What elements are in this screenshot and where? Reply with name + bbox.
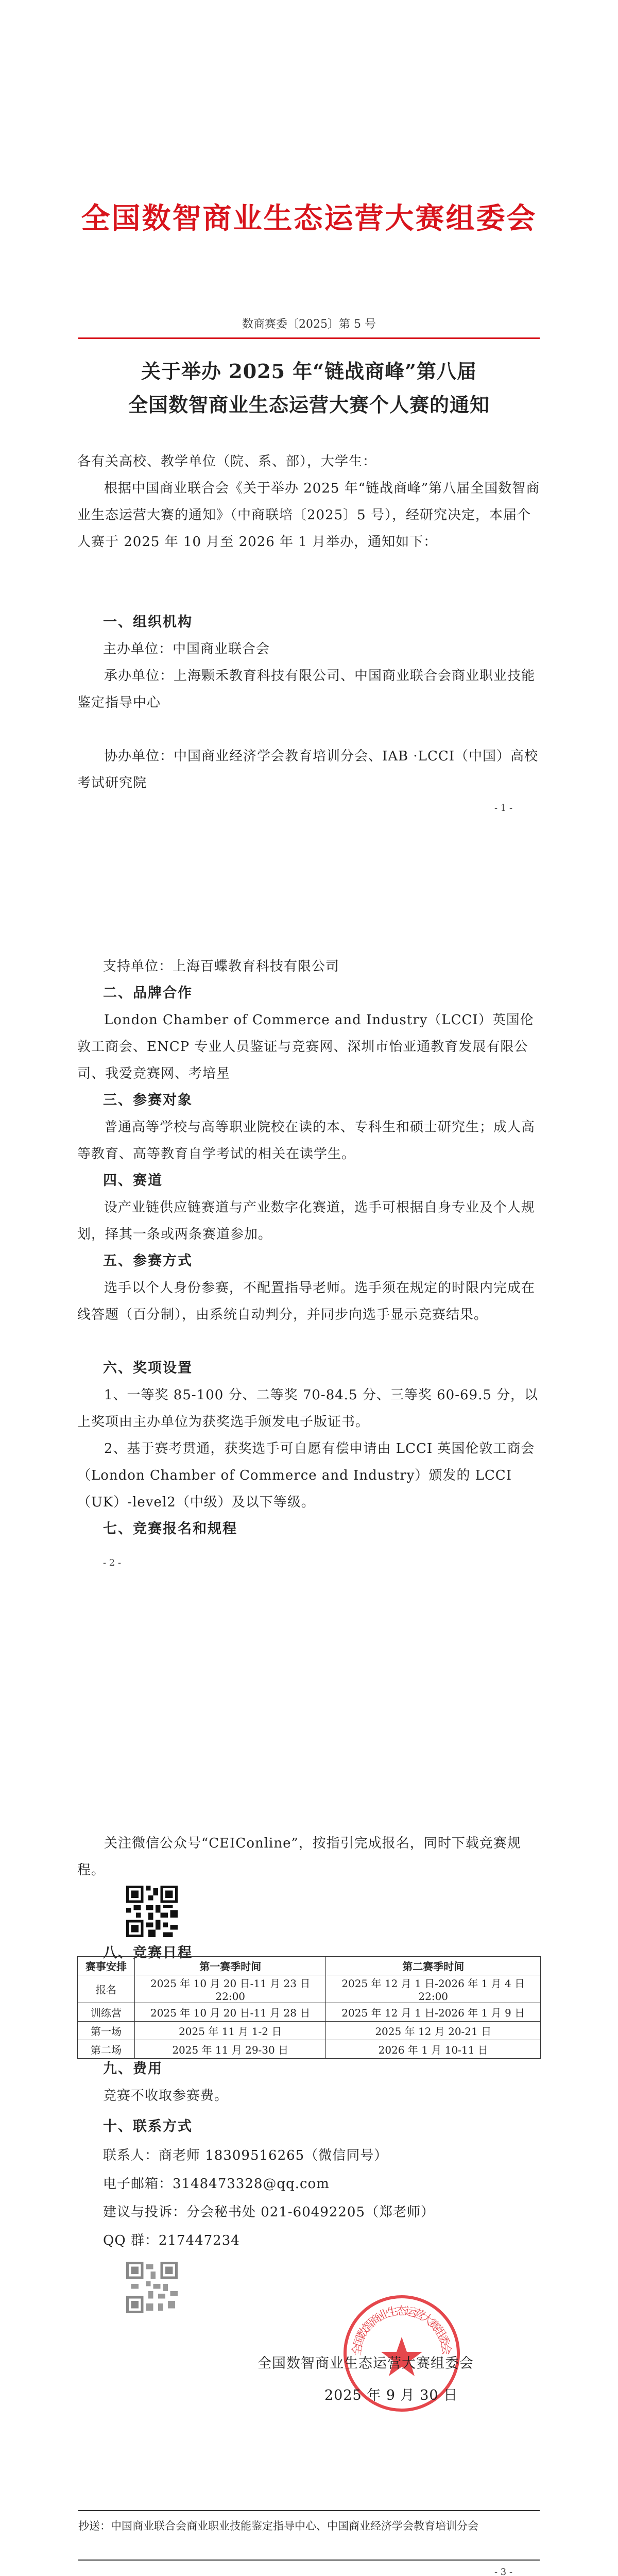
cc-top-rule	[78, 2510, 540, 2511]
support-unit: 支持单位：上海百蝶教育科技有限公司	[103, 959, 340, 974]
table-header-cell: 赛事安排	[78, 1957, 135, 1975]
table-cell: 2025 年 11 月 1-2 日	[135, 2022, 326, 2040]
page-1	[0, 0, 618, 873]
awards-paragraph-2: 2、基于赛考贯通，获奖选手可自愿有偿申请由 LCCI 英国伦敦工商会（London Chamber of Commerce and Industry）颁发的 LCCI（UK）-level2（中级）及以下等级。	[77, 1441, 535, 1510]
qq-group: QQ 群：217447234	[103, 2233, 240, 2248]
table-cell: 训练营	[78, 2003, 135, 2022]
section-7-heading: 七、竞赛报名和规程	[103, 1521, 237, 1537]
cc-bottom-rule	[78, 2560, 540, 2561]
section-9-heading: 九、费用	[103, 2061, 163, 2077]
page-number-2: - 2 -	[103, 1557, 122, 1568]
table-cell: 2025 年 10 月 20 日-11 月 28 日	[135, 2003, 326, 2022]
page-number-3: - 3 -	[494, 2567, 513, 2576]
table-header-cell: 第一赛季时间	[135, 1957, 326, 1975]
table-row	[78, 2003, 541, 2022]
registration-instructions: 关注微信公众号“CEIConline”，按指引完成报名，同时下载竞赛规程。	[77, 1836, 521, 1878]
complaint-phone: 建议与投诉：分会秘书处 021-60492205（郑老师）	[103, 2205, 435, 2220]
table-row	[78, 1975, 541, 2003]
organizer-unit: 承办单位：上海颗禾教育科技有限公司、中国商业联合会商业职业技能鉴定指导中心	[77, 668, 536, 710]
doc-number: 数商赛委〔2025〕第 5 号	[242, 318, 376, 331]
table-cell: 2025 年 12 月 1 日-2026 年 1 月 9 日	[326, 2003, 541, 2022]
seal-text: 全国数智商业生态运营大赛组委会	[350, 2304, 453, 2357]
host-unit: 主办单位：中国商业联合会	[103, 641, 270, 657]
notice-title-line2: 全国数智商业生态运营大赛个人赛的通知	[128, 393, 490, 416]
brand-partners: London Chamber of Commerce and Industry（LCCI）英国伦敦工商会、ENCP 专业人员鉴证与竞赛网、深圳市怡亚通教育发展有限公司、我爱竞赛网、考培星	[77, 1012, 534, 1081]
table-cell: 2026 年 1 月 10-11 日	[326, 2040, 541, 2059]
header-red-rule	[78, 337, 540, 339]
addressee: 各有关高校、教学单位（院、系、部），大学生：	[77, 454, 377, 469]
section-8-heading: 八、竞赛日程	[103, 1945, 193, 1961]
signature-org: 全国数智商业生态运营大赛组委会	[258, 2355, 474, 2371]
schedule-table	[77, 1956, 541, 2059]
fee-info: 竞赛不收取参赛费。	[103, 2088, 229, 2104]
table-cell: 2025 年 12 月 20-21 日	[326, 2022, 541, 2040]
cc-line: 抄送：中国商业联合会商业职业技能鉴定指导中心、中国商业经济学会教育培训分会	[78, 2520, 478, 2532]
table-row	[78, 2022, 541, 2040]
intro-paragraph: 根据中国商业联合会《关于举办 2025 年“链战商峰”第八届全国数智商业生态运营大赛的通知》（中商联培〔2025〕5 号），经研究决定，本届个人赛于 2025 年 10 月至 2026 年 1 月举办，通知如下：	[77, 481, 540, 550]
org-title: 全国数智商业生态运营大赛组委会	[81, 201, 537, 235]
table-cell: 第二场	[78, 2040, 135, 2059]
section-2-heading: 二、品牌合作	[103, 985, 193, 1001]
section-5-heading: 五、参赛方式	[103, 1253, 193, 1269]
page-number-1: - 1 -	[494, 803, 513, 814]
table-cell: 2025 年 11 月 29-30 日	[135, 2040, 326, 2059]
wechat-qr-code[interactable]	[126, 1886, 178, 1937]
table-header-cell: 第二赛季时间	[326, 1957, 541, 1975]
notice-title-line1: 关于举办 2025 年“链战商峰”第八届	[141, 360, 477, 383]
section-6-heading: 六、奖项设置	[103, 1360, 193, 1376]
table-cell: 2025 年 10 月 20 日-11 月 23 日 22:00	[135, 1975, 326, 2003]
section-10-heading: 十、联系方式	[103, 2119, 193, 2134]
signature-date: 2025 年 9 月 30 日	[324, 2387, 458, 2403]
participation-method: 选手以个人身份参赛，不配置指导老师。选手须在规定的时限内完成在线答题（百分制），由系统自动判分，并同步向选手显示竞赛结果。	[77, 1280, 536, 1323]
participants: 普通高等学校与高等职业院校在读的本、专科生和硕士研究生；成人高等教育、高等教育自学考试的相关在读学生。	[77, 1120, 536, 1162]
section-1-heading: 一、组织机构	[103, 614, 193, 630]
co-organizer-unit: 协办单位：中国商业经济学会教育培训分会、IAB ·LCCI（中国）高校考试研究院	[77, 749, 539, 791]
page-2	[0, 873, 618, 1747]
table-header-row	[78, 1957, 541, 1975]
table-cell: 2025 年 12 月 1 日-2026 年 1 月 4 日 22:00	[326, 1975, 541, 2003]
table-cell: 第一场	[78, 2022, 135, 2040]
section-3-heading: 三、参赛对象	[103, 1092, 193, 1108]
awards-paragraph-1: 1、一等奖 85-100 分、二等奖 70-84.5 分、三等奖 60-69.5 分，以上奖项由主办单位为获奖选手颁发电子版证书。	[77, 1387, 539, 1430]
tracks: 设产业链供应链赛道与产业数字化赛道，选手可根据自身专业及个人规划，择其一条或两条赛道参加。	[77, 1200, 536, 1242]
table-cell: 报名	[78, 1975, 135, 2003]
section-4-heading: 四、赛道	[103, 1173, 163, 1189]
qq-group-qr-code[interactable]	[126, 2262, 178, 2313]
contact-person: 联系人：商老师 18309516265（微信同号）	[103, 2148, 388, 2163]
contact-email: 电子邮箱：3148473328@qq.com	[103, 2176, 330, 2192]
